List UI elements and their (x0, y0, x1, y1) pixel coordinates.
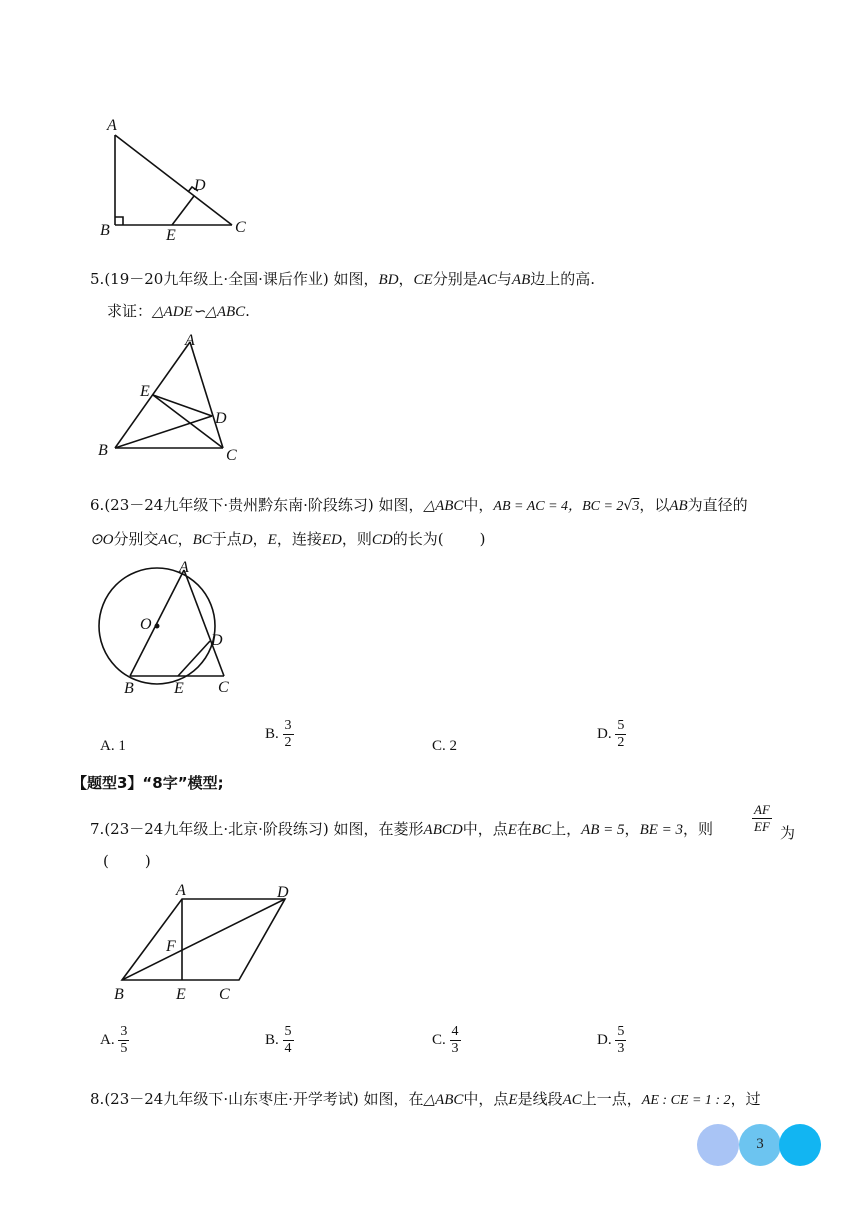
section-heading: 【题型3】“8字”模型; (72, 774, 224, 792)
choice-label: B. (265, 1032, 279, 1048)
q8-text: ，过 (730, 1090, 761, 1108)
choice-label: C. (432, 1032, 446, 1048)
fig4-label-F: F (166, 938, 176, 955)
page-badge-right (779, 1124, 821, 1166)
q6-math-root: 3 (632, 499, 640, 514)
q8-text: 如图，在 (363, 1090, 424, 1108)
fraction-numerator: 3 (120, 1024, 128, 1039)
q6-math-AC: AC (158, 532, 178, 548)
q5-text: . (245, 302, 250, 320)
question-6-line-2 (90, 528, 485, 549)
question-5-prove-line (107, 300, 250, 321)
q6-choice-a[interactable] (100, 738, 126, 755)
q6-math-CD: CD (371, 532, 393, 548)
fig2-label-E: E (140, 383, 150, 400)
q8-math-triangle: △ABC (423, 1092, 464, 1108)
q8-math-ratio: AE : CE = 1 : 2 (641, 1093, 731, 1108)
fraction-numerator: 3 (284, 718, 292, 733)
choice-fraction (615, 718, 626, 751)
choice-label: A. (100, 1032, 115, 1048)
fig3-label-B: B (124, 680, 134, 697)
q7-text: ，则 (683, 820, 714, 838)
q7-math-ABCD: ABCD (423, 822, 463, 838)
q8-source: (23－24九年级下·山东枣庄·开学考试) (104, 1090, 359, 1108)
q5-text: ， (398, 270, 414, 288)
q7-choice-b[interactable] (265, 1024, 294, 1057)
q5-source: (19－20九年级上·全国·课后作业) (104, 270, 329, 288)
page-badge-left (697, 1124, 739, 1166)
q5-math-AC: AC (477, 272, 497, 288)
fig2-label-C: C (226, 447, 237, 464)
q7-text: 中，点 (462, 820, 508, 838)
q5-math-AB: AB (511, 272, 531, 288)
q5-math-CE: CE (413, 272, 433, 288)
q6-source: (23－24九年级下·贵州黔东南·阶段练习) (104, 496, 374, 514)
q5-prove-label: 求证： (107, 302, 153, 320)
q7-number: 7. (90, 820, 105, 838)
q6-text: 为直径的 (687, 496, 748, 514)
choice-value: 1 (118, 738, 126, 754)
fig2-label-A: A (185, 332, 195, 349)
q6-math-circle: ⊙O (90, 532, 114, 548)
q7-math-eq2: BE = 3 (639, 822, 684, 838)
q8-math-AC: AC (562, 1092, 582, 1108)
choice-fraction (118, 1024, 129, 1057)
fig4-label-E: E (176, 986, 186, 1003)
q6-text: ， (177, 530, 193, 548)
q7-text: 如图，在菱形 (333, 820, 424, 838)
q6-text: ，则 (341, 530, 372, 548)
q6-text: 于点 (211, 530, 242, 548)
choice-label: D. (597, 726, 612, 742)
q8-text: 中，点 (463, 1090, 509, 1108)
q6-choice-d[interactable] (597, 718, 626, 751)
fraction-numerator: 5 (617, 718, 625, 733)
q6-choice-c[interactable] (432, 738, 457, 755)
q6-text: 分别交 (113, 530, 159, 548)
figure-4-rhombus (100, 878, 310, 1008)
fraction-denominator: 5 (120, 1041, 128, 1056)
q7-paren: ( (103, 852, 109, 870)
choice-fraction (283, 1024, 294, 1057)
q5-text: 边上的高. (530, 270, 596, 288)
figure-1-right-triangle (90, 110, 270, 245)
q5-text: 与 (496, 270, 512, 288)
q6-text: ，以 (639, 496, 670, 514)
q7-source: (23－24九年级上·北京·阶段练习) (104, 820, 329, 838)
sqrt-icon: √ (623, 498, 633, 514)
q8-math-E: E (508, 1092, 518, 1108)
choice-fraction (615, 1024, 626, 1057)
q6-number: 6. (90, 496, 105, 514)
q5-text: 如图， (333, 270, 379, 288)
q7-choice-a[interactable] (100, 1024, 129, 1057)
q6-math-ED: ED (321, 532, 342, 548)
q5-math-BD: BD (378, 272, 399, 288)
fig3-label-C: C (218, 679, 229, 696)
fig1-label-D: D (194, 177, 206, 194)
choice-label: B. (265, 726, 279, 742)
page-number: 3 (756, 1136, 764, 1152)
q7-math-BC: BC (531, 822, 552, 838)
question-8-line-1 (90, 1088, 761, 1109)
q6-text: ， (252, 530, 268, 548)
fig2-label-D: D (215, 410, 227, 427)
q7-math-eq1: AB = 5 (581, 822, 625, 838)
q8-text: 上一点， (581, 1090, 642, 1108)
q7-suffix: 为 (780, 824, 796, 842)
fraction-denominator: 3 (451, 1041, 459, 1056)
choice-label: A. (100, 738, 115, 754)
choice-value: 2 (449, 738, 458, 754)
q6-math-D: D (241, 532, 253, 548)
figure-3-circle-triangle (90, 555, 250, 700)
fraction-numerator: 5 (284, 1024, 292, 1039)
fraction-denominator: 2 (284, 735, 292, 750)
fig2-label-B: B (98, 442, 108, 459)
choice-label: D. (597, 1032, 612, 1048)
q6-text: 如图， (378, 496, 424, 514)
choice-fraction (283, 718, 294, 751)
fraction-numerator: AF (754, 802, 770, 817)
question-7-line-1 (90, 818, 713, 839)
fraction-numerator: 4 (451, 1024, 459, 1039)
fig3-label-E: E (174, 680, 184, 697)
q5-prove-expression: △ADE∽△ABC (152, 304, 246, 320)
q6-math-eq1: AB = AC = 4， (493, 499, 583, 514)
fig4-label-A: A (176, 882, 186, 899)
fig4-label-C: C (219, 986, 230, 1003)
q7-text: 上， (551, 820, 582, 838)
q5-text: 分别是 (432, 270, 478, 288)
q6-text: ) (479, 530, 486, 548)
question-7-line-2 (103, 852, 151, 870)
q7-choice-d[interactable] (597, 1024, 626, 1057)
q6-math-triangle: △ABC (423, 498, 464, 514)
fig3-label-D: D (211, 632, 223, 649)
q8-number: 8. (90, 1090, 105, 1108)
q7-fraction (752, 802, 772, 835)
question-6-line-1 (90, 494, 748, 515)
fig1-label-E: E (166, 227, 176, 244)
fig1-label-C: C (235, 219, 246, 236)
fraction-denominator: 4 (284, 1041, 292, 1056)
fraction-numerator: 5 (617, 1024, 625, 1039)
q7-text: 在 (516, 820, 532, 838)
fraction-denominator: 3 (617, 1041, 625, 1056)
fig1-label-A: A (107, 117, 117, 134)
q7-text: ， (624, 820, 640, 838)
choice-fraction (450, 1024, 461, 1057)
fig3-label-O: O (140, 616, 152, 633)
q8-text: 是线段 (517, 1090, 563, 1108)
fig3-label-A: A (179, 559, 189, 576)
q7-paren: ) (144, 852, 151, 870)
fig4-label-B: B (114, 986, 124, 1003)
figure-2-triangle-altitudes (90, 330, 260, 465)
q7-choice-c[interactable] (432, 1024, 461, 1057)
q6-text: 中， (463, 496, 494, 514)
q6-math-BC: BC (192, 532, 212, 548)
choice-label: C. (432, 738, 446, 754)
q6-math-E: E (267, 532, 277, 548)
question-5-line-1 (90, 268, 595, 289)
q6-math-AB: AB (669, 498, 688, 514)
q6-choice-b[interactable] (265, 718, 294, 751)
fig4-label-D: D (277, 884, 289, 901)
q7-math-E: E (507, 822, 517, 838)
q7-fraction-AF-EF (752, 802, 772, 835)
q6-text: ，连接 (276, 530, 322, 548)
fraction-denominator: EF (754, 819, 770, 834)
fraction-denominator: 2 (617, 735, 625, 750)
fig1-label-B: B (100, 222, 110, 239)
q6-text: 的长为( (392, 530, 444, 548)
q5-number: 5. (90, 270, 105, 288)
q6-math-eq2: BC = 2 (582, 499, 624, 514)
